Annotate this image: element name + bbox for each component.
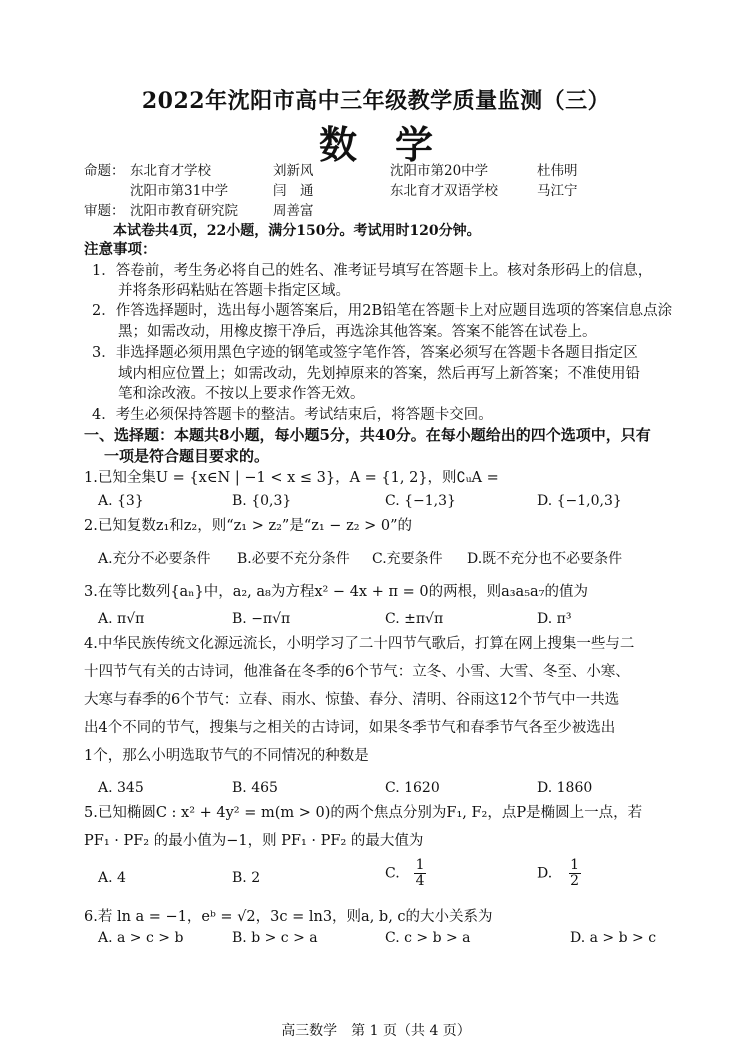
q3-option-b: B. −π√π: [232, 611, 291, 627]
question-3-stem: 3.在等比数列{aₙ}中，a₂, a₈为方程x² − 4x + π = 0的两根，则a₃a₅a₇的值为: [84, 584, 588, 600]
q2-option-d: D.既不充分也不必要条件: [467, 551, 623, 567]
author-name: 马江宁: [537, 183, 578, 199]
section-heading: 一、选择题：本题共8小题，每小题5分，共40分。在每小题给出的四个选项中，只有: [84, 426, 651, 444]
q5-option-c-letter: C.: [385, 865, 400, 882]
subject-title: 数学: [318, 122, 471, 167]
q6-option-b: B. b > c > a: [232, 930, 318, 946]
q1-option-c: C. {−1,3}: [385, 493, 456, 509]
author-name: 刘新风: [273, 163, 314, 179]
q6-option-d: D. a > b > c: [570, 930, 657, 946]
q4-option-c: C. 1620: [385, 780, 440, 796]
q1-option-b: B. {0,3}: [232, 493, 292, 509]
mingti-label: 命题：: [84, 163, 125, 179]
q2-option-b: B.必要不充分条件: [237, 551, 350, 567]
fraction-one-half: [569, 858, 581, 889]
denominator: 2: [570, 873, 580, 889]
author-name: 闫 通: [273, 183, 314, 199]
note-line: 并将条形码粘贴在答题卡指定区域。: [118, 283, 350, 299]
numerator: 1: [570, 857, 580, 873]
denominator: 4: [415, 873, 425, 889]
question-6-stem: 6.若 ln a = −1，eᵇ = √2，3c = ln3，则a, b, c的大小关系为: [84, 909, 493, 925]
note-line: 黑；如需改动，用橡皮擦干净后，再选涂其他答案。答案不能答在试卷上。: [118, 324, 597, 340]
q5-option-c: [385, 858, 426, 889]
exam-title: 2022年沈阳市高中三年级教学质量监测（三）: [141, 88, 611, 114]
q5-option-a: A. 4: [98, 870, 126, 886]
note-line: 1．答卷前，考生务必将自己的姓名、准考证号填写在答题卡上。核对条形码上的信息，: [92, 263, 653, 279]
shenti-label: 审题：: [84, 203, 125, 219]
q3-option-c: C. ±π√π: [385, 611, 444, 627]
page-footer: 高三数学 第 1 页（共 4 页）: [281, 1023, 471, 1039]
note-line: 2．作答选择题时，选出每小题答案后，用2B铅笔在答题卡上对应题目选项的答案信息点涂: [92, 303, 673, 319]
fraction-one-quarter: [414, 858, 426, 889]
author-school: 东北育才双语学校: [390, 183, 498, 199]
author-name: 杜伟明: [537, 163, 578, 179]
note-line: 域内相应位置上；如需改动，先划掉原来的答案，然后再写上新答案；不准使用铅: [118, 366, 640, 382]
author-school: 东北育才学校: [130, 163, 211, 179]
question-5-line1: 5.已知椭圆C : x² + 4y² = m(m > 0)的两个焦点分别为F₁, F₂，点P是椭圆上一点，若: [84, 805, 643, 821]
q2-option-c: C.充要条件: [372, 551, 443, 567]
q4-option-a: A. 345: [98, 780, 144, 796]
author-school: 沈阳市第31中学: [130, 183, 229, 199]
q1-option-d: D. {−1,0,3}: [537, 493, 622, 509]
reviewer-name: 周善富: [273, 203, 314, 219]
notes-heading: 注意事项：: [84, 241, 157, 258]
question-4-line: 出4个不同的节气，搜集与之相关的古诗词，如果冬季节气和春季节气各至少被选出: [84, 720, 616, 736]
question-1-stem: 1.已知全集U = {x∈N | −1 < x ≤ 3}，A = {1, 2}，则∁ᵤA =: [84, 470, 499, 486]
q3-option-a: A. π√π: [98, 611, 145, 627]
note-line: 4．考生必须保持答题卡的整洁。考试结束后，将答题卡交回。: [92, 407, 493, 423]
note-line: 3．非选择题必须用黑色字迹的钢笔或签字笔作答，答案必须写在答题卡各题目指定区: [92, 345, 638, 361]
q6-option-a: A. a > c > b: [98, 930, 184, 946]
q6-option-c: C. c > b > a: [385, 930, 471, 946]
question-4-line: 十四节气有关的古诗词，他准备在冬季的6个节气：立冬、小雪、大雪、冬至、小寒、: [84, 664, 630, 680]
q2-option-a: A.充分不必要条件: [98, 551, 211, 567]
q5-option-d-letter: D.: [537, 865, 553, 882]
question-4-line: 1个，那么小明选取节气的不同情况的种数是: [84, 748, 369, 764]
q4-option-b: B. 465: [232, 780, 278, 796]
author-school: 沈阳市第20中学: [390, 163, 489, 179]
numerator: 1: [415, 857, 425, 873]
note-line: 笔和涂改液。不按以上要求作答无效。: [118, 386, 365, 402]
exam-intro: 本试卷共4页，22小题，满分150分。考试用时120分钟。: [113, 223, 481, 239]
question-4-line: 4.中华民族传统文化源远流长，小明学习了二十四节气歌后，打算在网上搜集一些与二: [84, 636, 635, 652]
question-5-line2: PF₁ · PF₂ 的最小值为−1，则 PF₁ · PF₂ 的最大值为: [84, 833, 424, 849]
q5-option-b: B. 2: [232, 870, 261, 886]
question-2-stem: 2.已知复数z₁和z₂，则“z₁ > z₂”是“z₁ − z₂ > 0”的: [84, 518, 413, 534]
q1-option-a: A. {3}: [98, 493, 144, 509]
reviewer-org: 沈阳市教育研究院: [130, 203, 238, 219]
q3-option-d: D. π³: [537, 611, 572, 627]
section-heading-cont: 一项是符合题目要求的。: [104, 447, 270, 465]
question-4-line: 大寒与春季的6个节气：立春、雨水、惊蛰、春分、清明、谷雨这12个节气中一共选: [84, 692, 620, 708]
q5-option-d: [537, 858, 581, 889]
q4-option-d: D. 1860: [537, 780, 593, 796]
